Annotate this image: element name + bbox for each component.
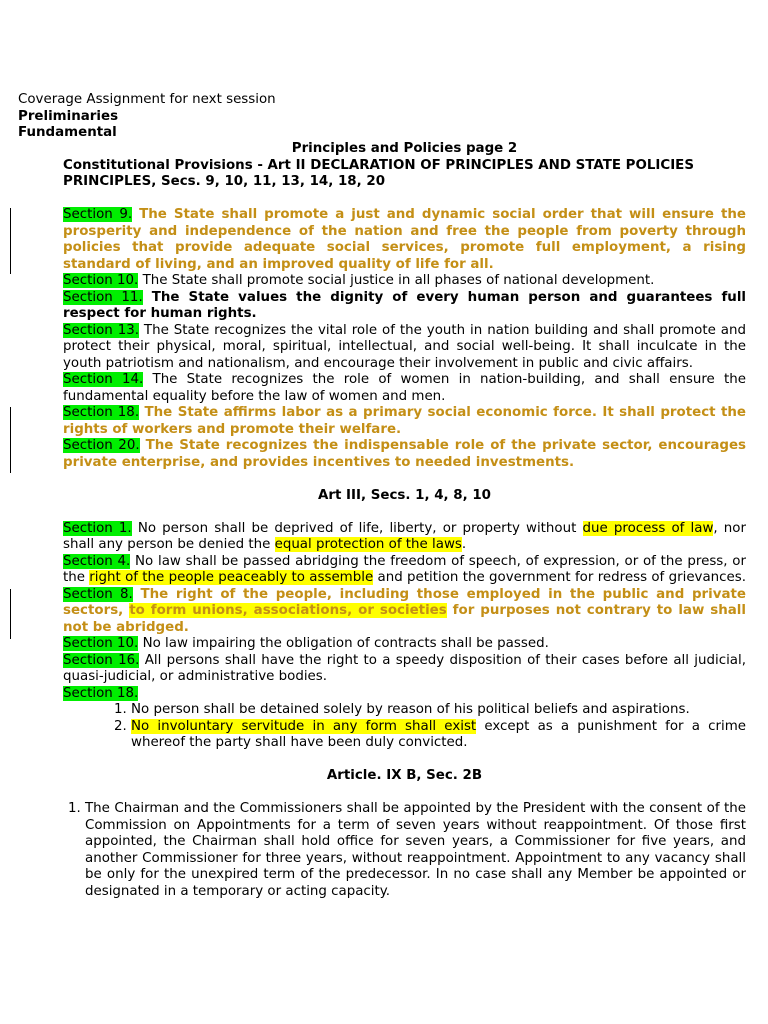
section-label: Section 10. bbox=[63, 636, 139, 651]
art3-section-10 bbox=[63, 636, 746, 653]
page-title: Principles and Policies page 2 bbox=[291, 141, 518, 156]
coverage-line: Coverage Assignment for next session bbox=[18, 92, 276, 107]
art2-subheading: PRINCIPLES, Secs. 9, 10, 11, 13, 14, 18, 20 bbox=[63, 174, 386, 189]
change-bar bbox=[10, 589, 11, 639]
section-label: Section 11. bbox=[63, 289, 143, 305]
section-text: The State shall promote a just and dynamic social order that will ensure the prosperity and independence of the nation and free the people from poverty through policies that provide adequate social services, promote full employment, a rising standard of living, and an improved quality of life for all. bbox=[63, 207, 746, 272]
section-label: Section 13. bbox=[63, 322, 139, 338]
art2-section-10 bbox=[63, 273, 746, 290]
art3-heading: Art III, Secs. 1, 4, 8, 10 bbox=[318, 487, 491, 503]
art2-section-18 bbox=[63, 405, 746, 438]
section-label: Section 8. bbox=[63, 586, 133, 602]
art3-section-16 bbox=[63, 653, 746, 686]
preliminaries-line: Preliminaries bbox=[18, 108, 119, 124]
change-bar bbox=[10, 208, 11, 274]
highlight-text: equal protection of the laws bbox=[274, 537, 462, 552]
art2-section-11 bbox=[63, 290, 746, 323]
section-label: Section 16. bbox=[63, 652, 140, 668]
document-header bbox=[18, 92, 748, 142]
art2-section-14 bbox=[63, 372, 746, 405]
list-item bbox=[85, 801, 746, 900]
list-item-text: The Chairman and the Commissioners shall be appointed by the President with the consent of the Commission on Appointments for a term of seven years without reappointment. Of those first appointed, the Chairman shall hold office for seven years, a Commissioner for five years, and another Commissioner for three years, without reappointment. Appointment to any vacancy shall be only for the unexpired term of the predecessor. In no case shall any Member be appointed or designated in a temporary or acting capacity. bbox=[85, 801, 746, 899]
art9-heading: Article. IX B, Sec. 2B bbox=[326, 768, 483, 783]
section-label: Section 18. bbox=[63, 685, 139, 701]
list-item bbox=[131, 702, 746, 719]
art3-section-18-list bbox=[63, 702, 746, 752]
art2-section-9 bbox=[63, 207, 746, 273]
change-bar bbox=[10, 407, 11, 473]
highlight-text: to form unions, associations, or societies bbox=[129, 603, 447, 618]
section-label: Section 20. bbox=[63, 438, 140, 453]
art2-section-13 bbox=[63, 323, 746, 373]
section-text: The State recognizes the indispensable role of the private sector, encourages private enterprise, and provides incentives to needed investments. bbox=[63, 438, 746, 470]
section-text: All persons shall have the right to a speedy disposition of their cases before all judicial, quasi-judicial, or administrative bodies. bbox=[63, 652, 746, 684]
section-text: . bbox=[461, 537, 467, 552]
list-item bbox=[131, 719, 746, 752]
section-label: Section 9. bbox=[63, 207, 133, 222]
list-item-text: No person shall be detained solely by reason of his political beliefs and aspirations. bbox=[131, 702, 690, 717]
section-label: Section 10. bbox=[63, 273, 139, 288]
section-text: for purposes not contrary to law shall not be abridged. bbox=[63, 603, 746, 635]
art2-heading: Constitutional Provisions - Art II DECLARATION OF PRINCIPLES AND STATE POLICIES bbox=[63, 157, 694, 173]
art3-section-1 bbox=[63, 521, 746, 554]
section-text: The State shall promote social justice in all phases of national development. bbox=[138, 273, 655, 288]
section-text: The right of the people, including those employed in the public and private sectors, bbox=[63, 586, 746, 618]
section-text: No person shall be deprived of life, liberty, or property without bbox=[131, 520, 583, 536]
art2-section-20 bbox=[63, 438, 746, 471]
document-body bbox=[63, 141, 746, 900]
art3-section-18 bbox=[63, 686, 746, 703]
section-text: and petition the government for redress of grievances. bbox=[373, 570, 747, 585]
section-text: The State affirms labor as a primary social economic force. It shall protect the rights of workers and promote their welfare. bbox=[63, 405, 746, 437]
section-label: Section 1. bbox=[63, 520, 132, 536]
art3-section-4-8 bbox=[63, 554, 746, 637]
section-text: , nor shall any person be denied the bbox=[63, 520, 746, 552]
highlight-text: due process of law bbox=[582, 520, 714, 536]
list-item-text: except as a punishment for a crime whereof the party shall have been duly convicted. bbox=[131, 718, 746, 750]
section-label: Section 14. bbox=[63, 372, 144, 387]
section-text: No law shall be passed abridging the freedom of speech, of expression, or of the press, or the bbox=[63, 553, 746, 585]
section-text: The State recognizes the vital role of the youth in nation building and shall promote and protect their physical, moral, spiritual, intellectual, and social well-being. It shall inculcate in the youth patriotism and nationalism, and encourage their involvement in public and civic affairs. bbox=[63, 322, 746, 371]
section-text: No law impairing the obligation of contracts shall be passed. bbox=[138, 636, 549, 651]
art9-list bbox=[63, 801, 746, 900]
section-label: Section 18. bbox=[63, 405, 140, 420]
section-text: The State values the dignity of every human person and guarantees full respect for human rights. bbox=[63, 289, 746, 321]
highlight-text: right of the people peaceably to assemble bbox=[89, 570, 374, 585]
highlight-text: No involuntary servitude in any form shall exist bbox=[131, 718, 477, 734]
section-text: The State recognizes the role of women in nation-building, and shall ensure the fundamental equality before the law of women and men. bbox=[63, 372, 746, 404]
fundamental-line: Fundamental bbox=[18, 125, 117, 140]
section-label: Section 4. bbox=[63, 553, 131, 569]
